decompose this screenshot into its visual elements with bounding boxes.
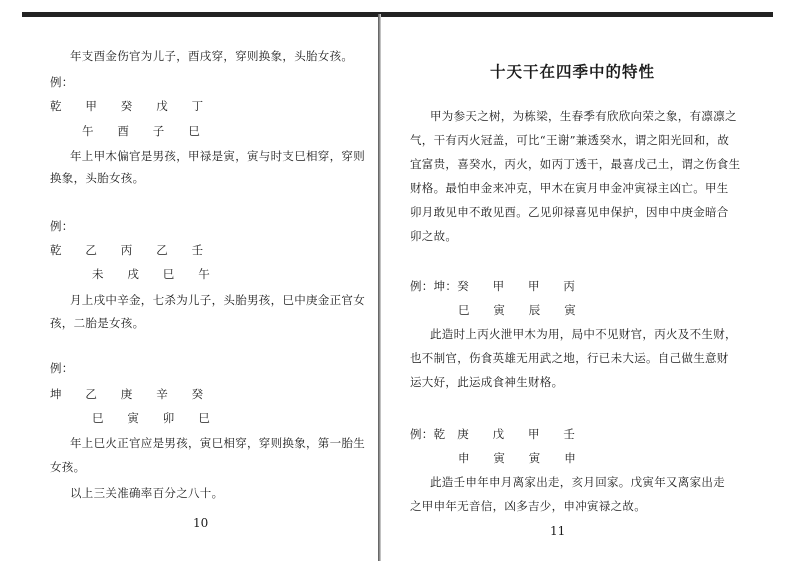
page-number: 10 [193,516,209,530]
paragraph-line: 运大好，此运成食神生财格。 [410,375,564,389]
example-label: 例： [50,75,74,89]
chart-branches-row: 未 戌 巳 午 [92,267,210,281]
chart-stems-row: 例：乾 庚 戊 甲 壬 [410,427,576,441]
paragraph-line: 此造时上丙火泄甲木为用，局中不见财官，丙火及不生财， [430,327,737,341]
scan-top-border [22,12,773,17]
chart-branches-row: 申 寅 寅 申 [458,451,576,465]
right-page [398,30,758,550]
chart-branches-row: 巳 寅 卯 巳 [92,411,210,425]
chart-stems-row: 例：坤：癸 甲 甲 丙 [410,279,576,293]
paragraph-line: 宜富贵，喜癸水，丙火，如丙丁透干，最喜戊己土，谓之伤食生 [410,157,741,171]
paragraph-line: 年上甲木偏官是男孩，甲禄是寅，寅与时支巳相穿，穿则 [70,149,365,163]
paragraph-line: 此造壬申年申月离家出走，亥月回家。戊寅年又离家出走 [430,475,725,489]
paragraph-line: 换象，头胎女孩。 [50,171,145,185]
book-spine-shadow [378,14,381,561]
paragraph-line: 女孩。 [50,460,86,474]
paragraph-line: 年支酉金伤官为儿子，酉戌穿，穿则换象，头胎女孩。 [70,49,354,63]
page-number: 11 [550,524,566,538]
paragraph-line: 年上巳火正官应是男孩，寅巳相穿，穿则换象，第一胎生 [70,436,365,450]
chart-branches-row: 午 酉 子 巳 [82,124,200,138]
chart-branches-row: 巳 寅 辰 寅 [458,303,576,317]
section-title: 十天干在四季中的特性 [490,62,656,81]
paragraph-line: 月上戌中辛金，七杀为儿子，头胎男孩，巳中庚金正官女 [70,293,365,307]
left-page [30,30,370,550]
paragraph-line: 财格。最怕申金来冲克，甲木在寅月申金冲寅禄主凶亡。甲生 [410,181,729,195]
example-label: 例： [50,361,74,375]
chart-stems-row: 乾 乙 丙 乙 壬 [50,243,204,257]
paragraph-line: 卯之故。 [410,229,458,243]
chart-stems-row: 坤 乙 庚 辛 癸 [50,387,204,401]
paragraph-line: 之甲申年无音信，凶多吉少，申冲寅禄之故。 [410,499,646,513]
example-label: 例： [50,219,74,233]
paragraph-line: 气，干有丙火冠盖，可比“王谢”兼透癸水，谓之阳光回和，故 [410,133,730,147]
paragraph-line: 甲为参天之树，为栋梁，生春季有欣欣向荣之象，有凛凛之 [430,109,737,123]
chart-stems-row: 乾 甲 癸 戊 丁 [50,99,204,113]
paragraph-line: 卯月敢见申不敢见酉。乙见卯禄喜见申保护，因申中庚金暗合 [410,205,729,219]
paragraph-line: 以上三关准确率百分之八十。 [70,486,224,500]
paragraph-line: 孩，二胎是女孩。 [50,316,145,330]
paragraph-line: 也不制官，伤食英雄无用武之地，行已未大运。自己做生意财 [410,351,729,365]
